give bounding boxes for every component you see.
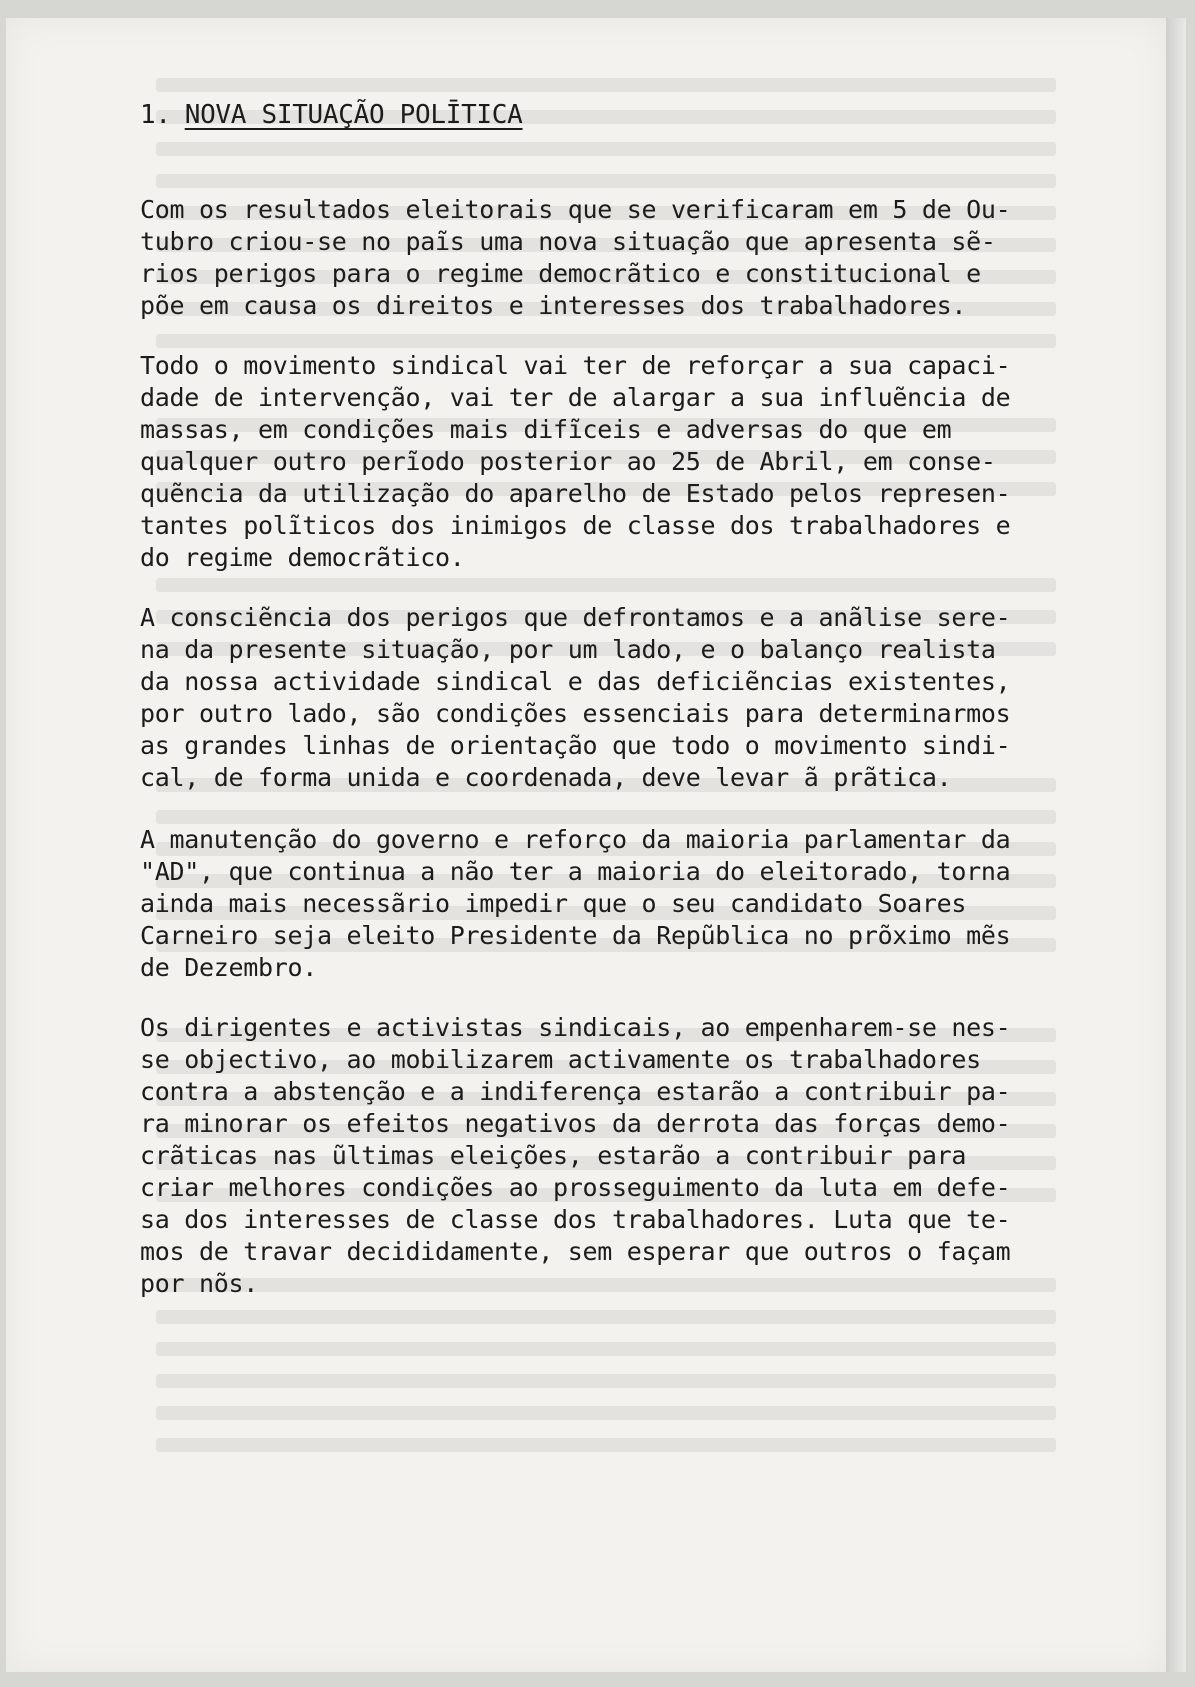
section-title: NOVA SITUAÇÃO POLĪTICA [184, 100, 523, 130]
text-line: criar melhores condições ao prosseguimento da luta em defe- [140, 1173, 1011, 1202]
paragraph [140, 194, 1140, 322]
text-line: Carneiro seja eleito Presidente da Repũblica no prõximo mẽs [140, 921, 1011, 950]
text-line: Todo o movimento sindical vai ter de reforçar a sua capaci- [140, 351, 1011, 380]
text-line: ainda mais necessãrio impedir que o seu candidato Soares [140, 889, 967, 918]
text-line: A consciẽncia dos perigos que defrontamos e a anãlise sere- [140, 603, 1011, 632]
paragraph [140, 824, 1140, 984]
text-line: crãticas nas ũltimas eleições, estarão a contribuir para [140, 1141, 967, 1170]
text-line: da nossa actividade sindical e das deficiẽncias existentes, [140, 667, 1011, 696]
section-heading [140, 100, 523, 130]
text-line: A manutenção do governo e reforço da maioria parlamentar da [140, 825, 1011, 854]
text-line: qualquer outro perĩodo posterior ao 25 de Abril, em conse- [140, 447, 996, 476]
text-line: na da presente situação, por um lado, e o balanço realista [140, 635, 996, 664]
text-line: contra a abstenção e a indiferença estarão a contribuir pa- [140, 1077, 1011, 1106]
text-line: de Dezembro. [140, 953, 318, 982]
text-line: as grandes linhas de orientação que todo o movimento sindi- [140, 731, 1011, 760]
text-line: massas, em condições mais difĩceis e adversas do que em [140, 415, 952, 444]
text-line: ra minorar os efeitos negativos da derrota das forças demo- [140, 1109, 1011, 1138]
page-edge [1166, 18, 1186, 1672]
text-line: põe em causa os direitos e interesses dos trabalhadores. [140, 291, 967, 320]
text-line: dade de intervenção, vai ter de alargar a sua influẽncia de [140, 383, 1011, 412]
section-number: 1. [140, 100, 171, 130]
text-line: rios perigos para o regime democrãtico e constitucional e [140, 259, 981, 288]
text-line: "AD", que continua a não ter a maioria do eleitorado, torna [140, 857, 1011, 886]
text-line: do regime democrãtico. [140, 543, 465, 572]
text-line: quẽncia da utilização do aparelho de Estado pelos represen- [140, 479, 1011, 508]
text-line: sa dos interesses de classe dos trabalhadores. Luta que te- [140, 1205, 1011, 1234]
text-line: por outro lado, são condições essenciais para determinarmos [140, 699, 1011, 728]
text-line: se objectivo, ao mobilizarem activamente os trabalhadores [140, 1045, 981, 1074]
paragraph [140, 602, 1140, 794]
paragraph [140, 350, 1140, 574]
text-line: por nõs. [140, 1269, 259, 1298]
text-line: cal, de forma unida e coordenada, deve levar ã prãtica. [140, 763, 952, 792]
text-line: tubro criou-se no paĩs uma nova situação que apresenta sẽ- [140, 227, 996, 256]
text-line: Com os resultados eleitorais que se verificaram em 5 de Ou- [140, 195, 1011, 224]
text-line: Os dirigentes e activistas sindicais, ao empenharem-se nes- [140, 1013, 1011, 1042]
paragraph [140, 1012, 1140, 1300]
text-line: mos de travar decididamente, sem esperar que outros o façam [140, 1237, 1011, 1266]
text-line: tantes polĩticos dos inimigos de classe dos trabalhadores e [140, 511, 1011, 540]
